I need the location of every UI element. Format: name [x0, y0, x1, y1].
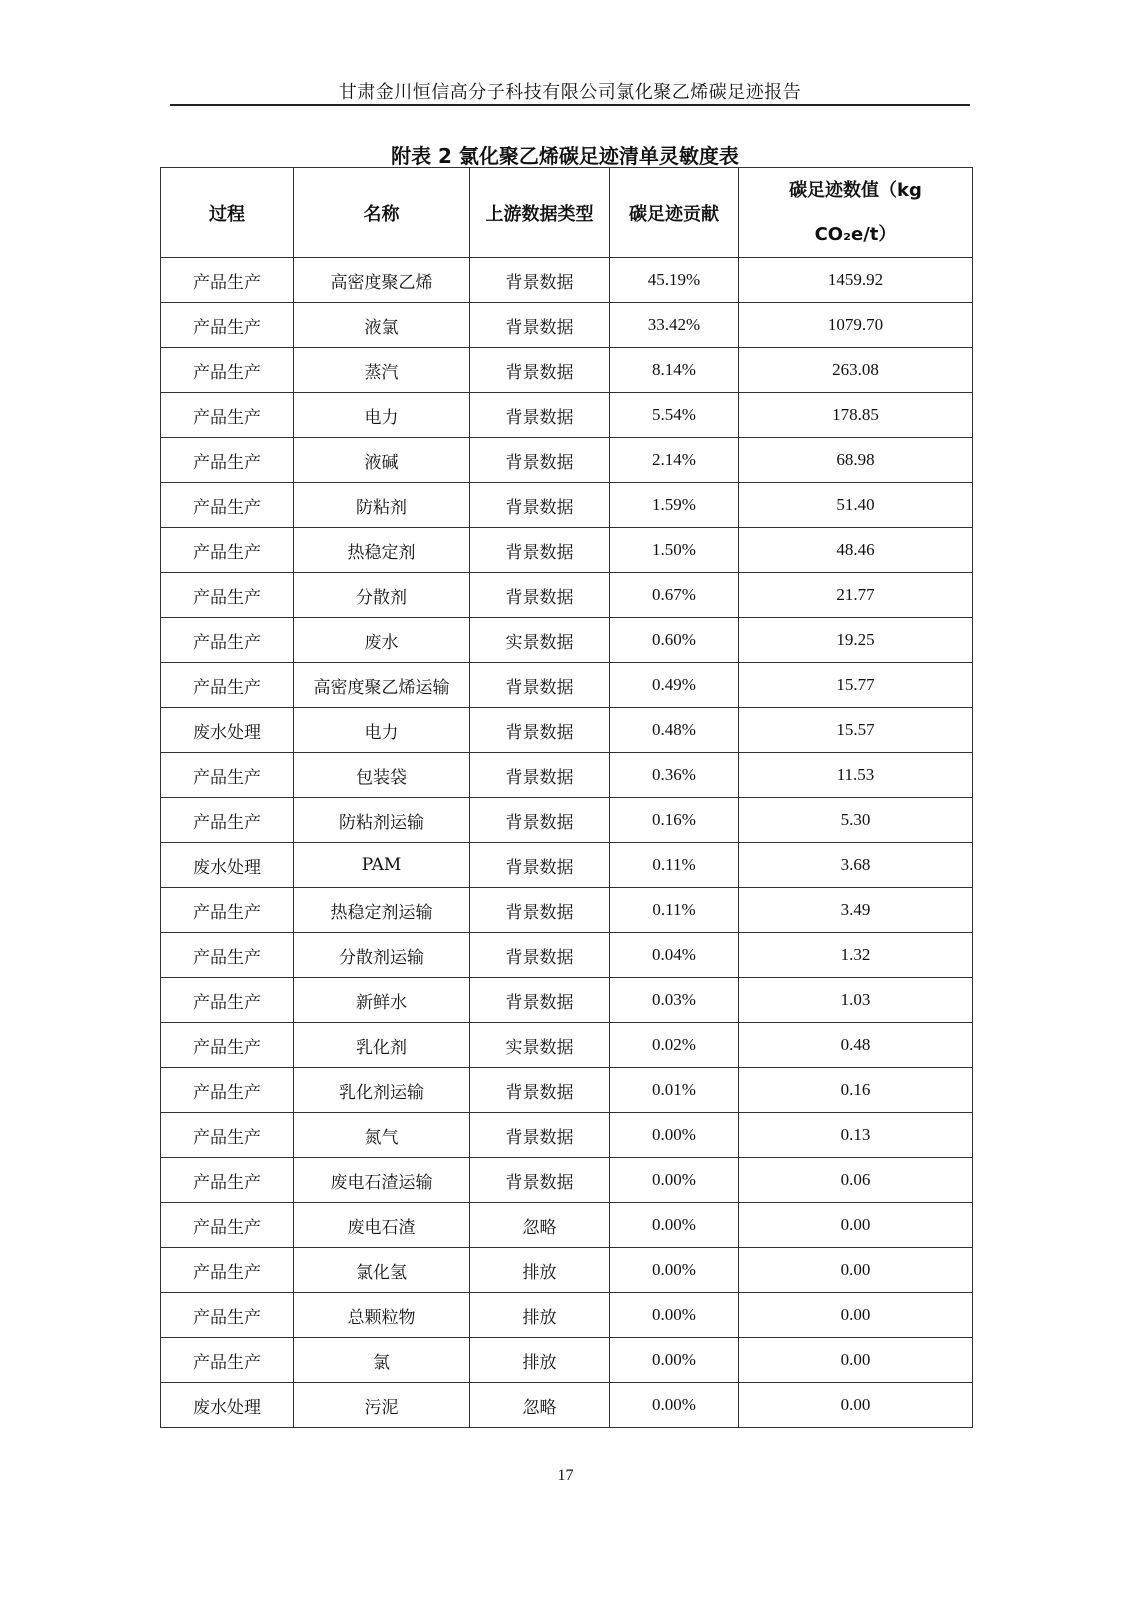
- cell-process: 产品生产: [161, 258, 294, 303]
- cell-process: 产品生产: [161, 438, 294, 483]
- cell-value: 0.00: [739, 1293, 973, 1338]
- cell-data-type: 背景数据: [470, 798, 610, 843]
- cell-name: 热稳定剂: [294, 528, 470, 573]
- cell-value: 263.08: [739, 348, 973, 393]
- cell-process: 产品生产: [161, 1113, 294, 1158]
- cell-name: 新鲜水: [294, 978, 470, 1023]
- cell-data-type: 排放: [470, 1293, 610, 1338]
- table-row: [161, 258, 973, 303]
- table-row: [161, 573, 973, 618]
- table-row: [161, 1293, 973, 1338]
- cell-name: 电力: [294, 393, 470, 438]
- cell-process: 产品生产: [161, 798, 294, 843]
- cell-contribution: 0.04%: [610, 933, 739, 978]
- table-row: [161, 888, 973, 933]
- cell-name: 污泥: [294, 1383, 470, 1428]
- cell-data-type: 背景数据: [470, 753, 610, 798]
- cell-contribution: 0.00%: [610, 1158, 739, 1203]
- cell-process: 产品生产: [161, 573, 294, 618]
- table-row: [161, 303, 973, 348]
- cell-process: 产品生产: [161, 1203, 294, 1248]
- cell-name: 热稳定剂运输: [294, 888, 470, 933]
- table-row: [161, 483, 973, 528]
- cell-contribution: 0.00%: [610, 1248, 739, 1293]
- cell-process: 产品生产: [161, 528, 294, 573]
- cell-value: 11.53: [739, 753, 973, 798]
- sensitivity-table: [160, 167, 973, 1428]
- cell-process: 废水处理: [161, 1383, 294, 1428]
- table-row: [161, 1158, 973, 1203]
- cell-name: 氮气: [294, 1113, 470, 1158]
- cell-name: 高密度聚乙烯: [294, 258, 470, 303]
- cell-data-type: 实景数据: [470, 1023, 610, 1068]
- cell-process: 产品生产: [161, 1293, 294, 1338]
- page-number: 17: [557, 1467, 574, 1484]
- column-header-value: [739, 168, 973, 258]
- table-row: [161, 1383, 973, 1428]
- table-row: [161, 1068, 973, 1113]
- cell-data-type: 实景数据: [470, 618, 610, 663]
- table-row: [161, 348, 973, 393]
- cell-name: 分散剂运输: [294, 933, 470, 978]
- cell-contribution: 0.49%: [610, 663, 739, 708]
- cell-value: 1.32: [739, 933, 973, 978]
- cell-data-type: 背景数据: [470, 258, 610, 303]
- table-row: [161, 1338, 973, 1383]
- cell-data-type: 背景数据: [470, 1113, 610, 1158]
- cell-contribution: 33.42%: [610, 303, 739, 348]
- cell-data-type: 背景数据: [470, 393, 610, 438]
- cell-name: 废电石渣: [294, 1203, 470, 1248]
- cell-data-type: 忽略: [470, 1203, 610, 1248]
- cell-contribution: 0.00%: [610, 1113, 739, 1158]
- cell-name: 包装袋: [294, 753, 470, 798]
- cell-contribution: 0.00%: [610, 1338, 739, 1383]
- cell-data-type: 背景数据: [470, 843, 610, 888]
- cell-process: 产品生产: [161, 978, 294, 1023]
- cell-value: 48.46: [739, 528, 973, 573]
- table-title: 附表 2 氯化聚乙烯碳足迹清单灵敏度表: [391, 144, 739, 168]
- table-row: [161, 798, 973, 843]
- cell-data-type: 背景数据: [470, 573, 610, 618]
- cell-contribution: 2.14%: [610, 438, 739, 483]
- cell-value: 68.98: [739, 438, 973, 483]
- cell-contribution: 5.54%: [610, 393, 739, 438]
- cell-contribution: 1.59%: [610, 483, 739, 528]
- table-row: [161, 843, 973, 888]
- cell-contribution: 0.16%: [610, 798, 739, 843]
- cell-process: 产品生产: [161, 1158, 294, 1203]
- table-row: [161, 753, 973, 798]
- cell-contribution: 0.11%: [610, 888, 739, 933]
- cell-value: 51.40: [739, 483, 973, 528]
- cell-data-type: 背景数据: [470, 483, 610, 528]
- cell-process: 产品生产: [161, 888, 294, 933]
- cell-data-type: 背景数据: [470, 1158, 610, 1203]
- table-row: [161, 933, 973, 978]
- cell-process: 产品生产: [161, 663, 294, 708]
- column-header-data-type: 上游数据类型: [470, 168, 610, 258]
- cell-value: 1.03: [739, 978, 973, 1023]
- cell-contribution: 0.00%: [610, 1293, 739, 1338]
- cell-process: 废水处理: [161, 708, 294, 753]
- cell-value: 178.85: [739, 393, 973, 438]
- cell-process: 产品生产: [161, 753, 294, 798]
- cell-value: 0.06: [739, 1158, 973, 1203]
- cell-name: 废水: [294, 618, 470, 663]
- cell-data-type: 背景数据: [470, 528, 610, 573]
- cell-value: 15.77: [739, 663, 973, 708]
- cell-value: 1459.92: [739, 258, 973, 303]
- column-header-contribution: 碳足迹贡献: [610, 168, 739, 258]
- cell-contribution: 0.48%: [610, 708, 739, 753]
- cell-process: 产品生产: [161, 393, 294, 438]
- cell-value: 0.00: [739, 1248, 973, 1293]
- cell-value: 0.00: [739, 1383, 973, 1428]
- cell-data-type: 排放: [470, 1338, 610, 1383]
- cell-process: 产品生产: [161, 1068, 294, 1113]
- cell-process: 产品生产: [161, 303, 294, 348]
- cell-value: 0.13: [739, 1113, 973, 1158]
- cell-value: 15.57: [739, 708, 973, 753]
- running-header: 甘肃金川恒信高分子科技有限公司氯化聚乙烯碳足迹报告: [338, 82, 802, 103]
- cell-value: 5.30: [739, 798, 973, 843]
- cell-value: 3.68: [739, 843, 973, 888]
- cell-data-type: 背景数据: [470, 438, 610, 483]
- cell-value: 0.00: [739, 1203, 973, 1248]
- cell-contribution: 0.60%: [610, 618, 739, 663]
- cell-contribution: 0.67%: [610, 573, 739, 618]
- cell-data-type: 背景数据: [470, 348, 610, 393]
- table-row: [161, 393, 973, 438]
- cell-data-type: 背景数据: [470, 708, 610, 753]
- header-rule: [170, 104, 970, 106]
- cell-name: 废电石渣运输: [294, 1158, 470, 1203]
- column-header-name: 名称: [294, 168, 470, 258]
- cell-name: 氯: [294, 1338, 470, 1383]
- table-row: [161, 1203, 973, 1248]
- cell-data-type: 背景数据: [470, 888, 610, 933]
- cell-contribution: 0.36%: [610, 753, 739, 798]
- column-header-process: 过程: [161, 168, 294, 258]
- cell-value: 0.00: [739, 1338, 973, 1383]
- cell-contribution: 1.50%: [610, 528, 739, 573]
- table-row: [161, 438, 973, 483]
- cell-process: 产品生产: [161, 618, 294, 663]
- cell-name: 蒸汽: [294, 348, 470, 393]
- cell-contribution: 0.00%: [610, 1383, 739, 1428]
- cell-name: 分散剂: [294, 573, 470, 618]
- table-row: [161, 708, 973, 753]
- cell-contribution: 0.11%: [610, 843, 739, 888]
- table-row: [161, 1113, 973, 1158]
- cell-data-type: 背景数据: [470, 978, 610, 1023]
- cell-data-type: 背景数据: [470, 1068, 610, 1113]
- cell-name: 液碱: [294, 438, 470, 483]
- cell-process: 产品生产: [161, 1248, 294, 1293]
- cell-name: 乳化剂: [294, 1023, 470, 1068]
- cell-name: PAM: [294, 843, 470, 888]
- cell-value: 21.77: [739, 573, 973, 618]
- cell-name: 高密度聚乙烯运输: [294, 663, 470, 708]
- cell-contribution: 0.00%: [610, 1203, 739, 1248]
- table-row: [161, 528, 973, 573]
- cell-name: 防粘剂: [294, 483, 470, 528]
- cell-name: 液氯: [294, 303, 470, 348]
- cell-contribution: 0.03%: [610, 978, 739, 1023]
- table-row: [161, 1248, 973, 1293]
- cell-process: 产品生产: [161, 348, 294, 393]
- table-header-row: [161, 168, 973, 258]
- cell-name: 电力: [294, 708, 470, 753]
- cell-contribution: 0.02%: [610, 1023, 739, 1068]
- cell-process: 废水处理: [161, 843, 294, 888]
- cell-contribution: 0.01%: [610, 1068, 739, 1113]
- cell-contribution: 45.19%: [610, 258, 739, 303]
- table-row: [161, 1023, 973, 1068]
- column-header-value-line1: 碳足迹数值（kg: [789, 179, 922, 201]
- cell-name: 防粘剂运输: [294, 798, 470, 843]
- cell-process: 产品生产: [161, 1023, 294, 1068]
- cell-name: 乳化剂运输: [294, 1068, 470, 1113]
- cell-process: 产品生产: [161, 933, 294, 978]
- cell-value: 19.25: [739, 618, 973, 663]
- cell-data-type: 背景数据: [470, 933, 610, 978]
- cell-process: 产品生产: [161, 483, 294, 528]
- cell-data-type: 背景数据: [470, 303, 610, 348]
- cell-value: 3.49: [739, 888, 973, 933]
- cell-data-type: 背景数据: [470, 663, 610, 708]
- table-row: [161, 618, 973, 663]
- cell-process: 产品生产: [161, 1338, 294, 1383]
- cell-name: 总颗粒物: [294, 1293, 470, 1338]
- cell-value: 0.48: [739, 1023, 973, 1068]
- cell-value: 1079.70: [739, 303, 973, 348]
- cell-name: 氯化氢: [294, 1248, 470, 1293]
- cell-contribution: 8.14%: [610, 348, 739, 393]
- column-header-value-line2: CO₂e/t）: [814, 223, 897, 245]
- table-row: [161, 978, 973, 1023]
- cell-value: 0.16: [739, 1068, 973, 1113]
- cell-data-type: 忽略: [470, 1383, 610, 1428]
- table-body: [161, 258, 973, 1428]
- table-row: [161, 663, 973, 708]
- cell-data-type: 排放: [470, 1248, 610, 1293]
